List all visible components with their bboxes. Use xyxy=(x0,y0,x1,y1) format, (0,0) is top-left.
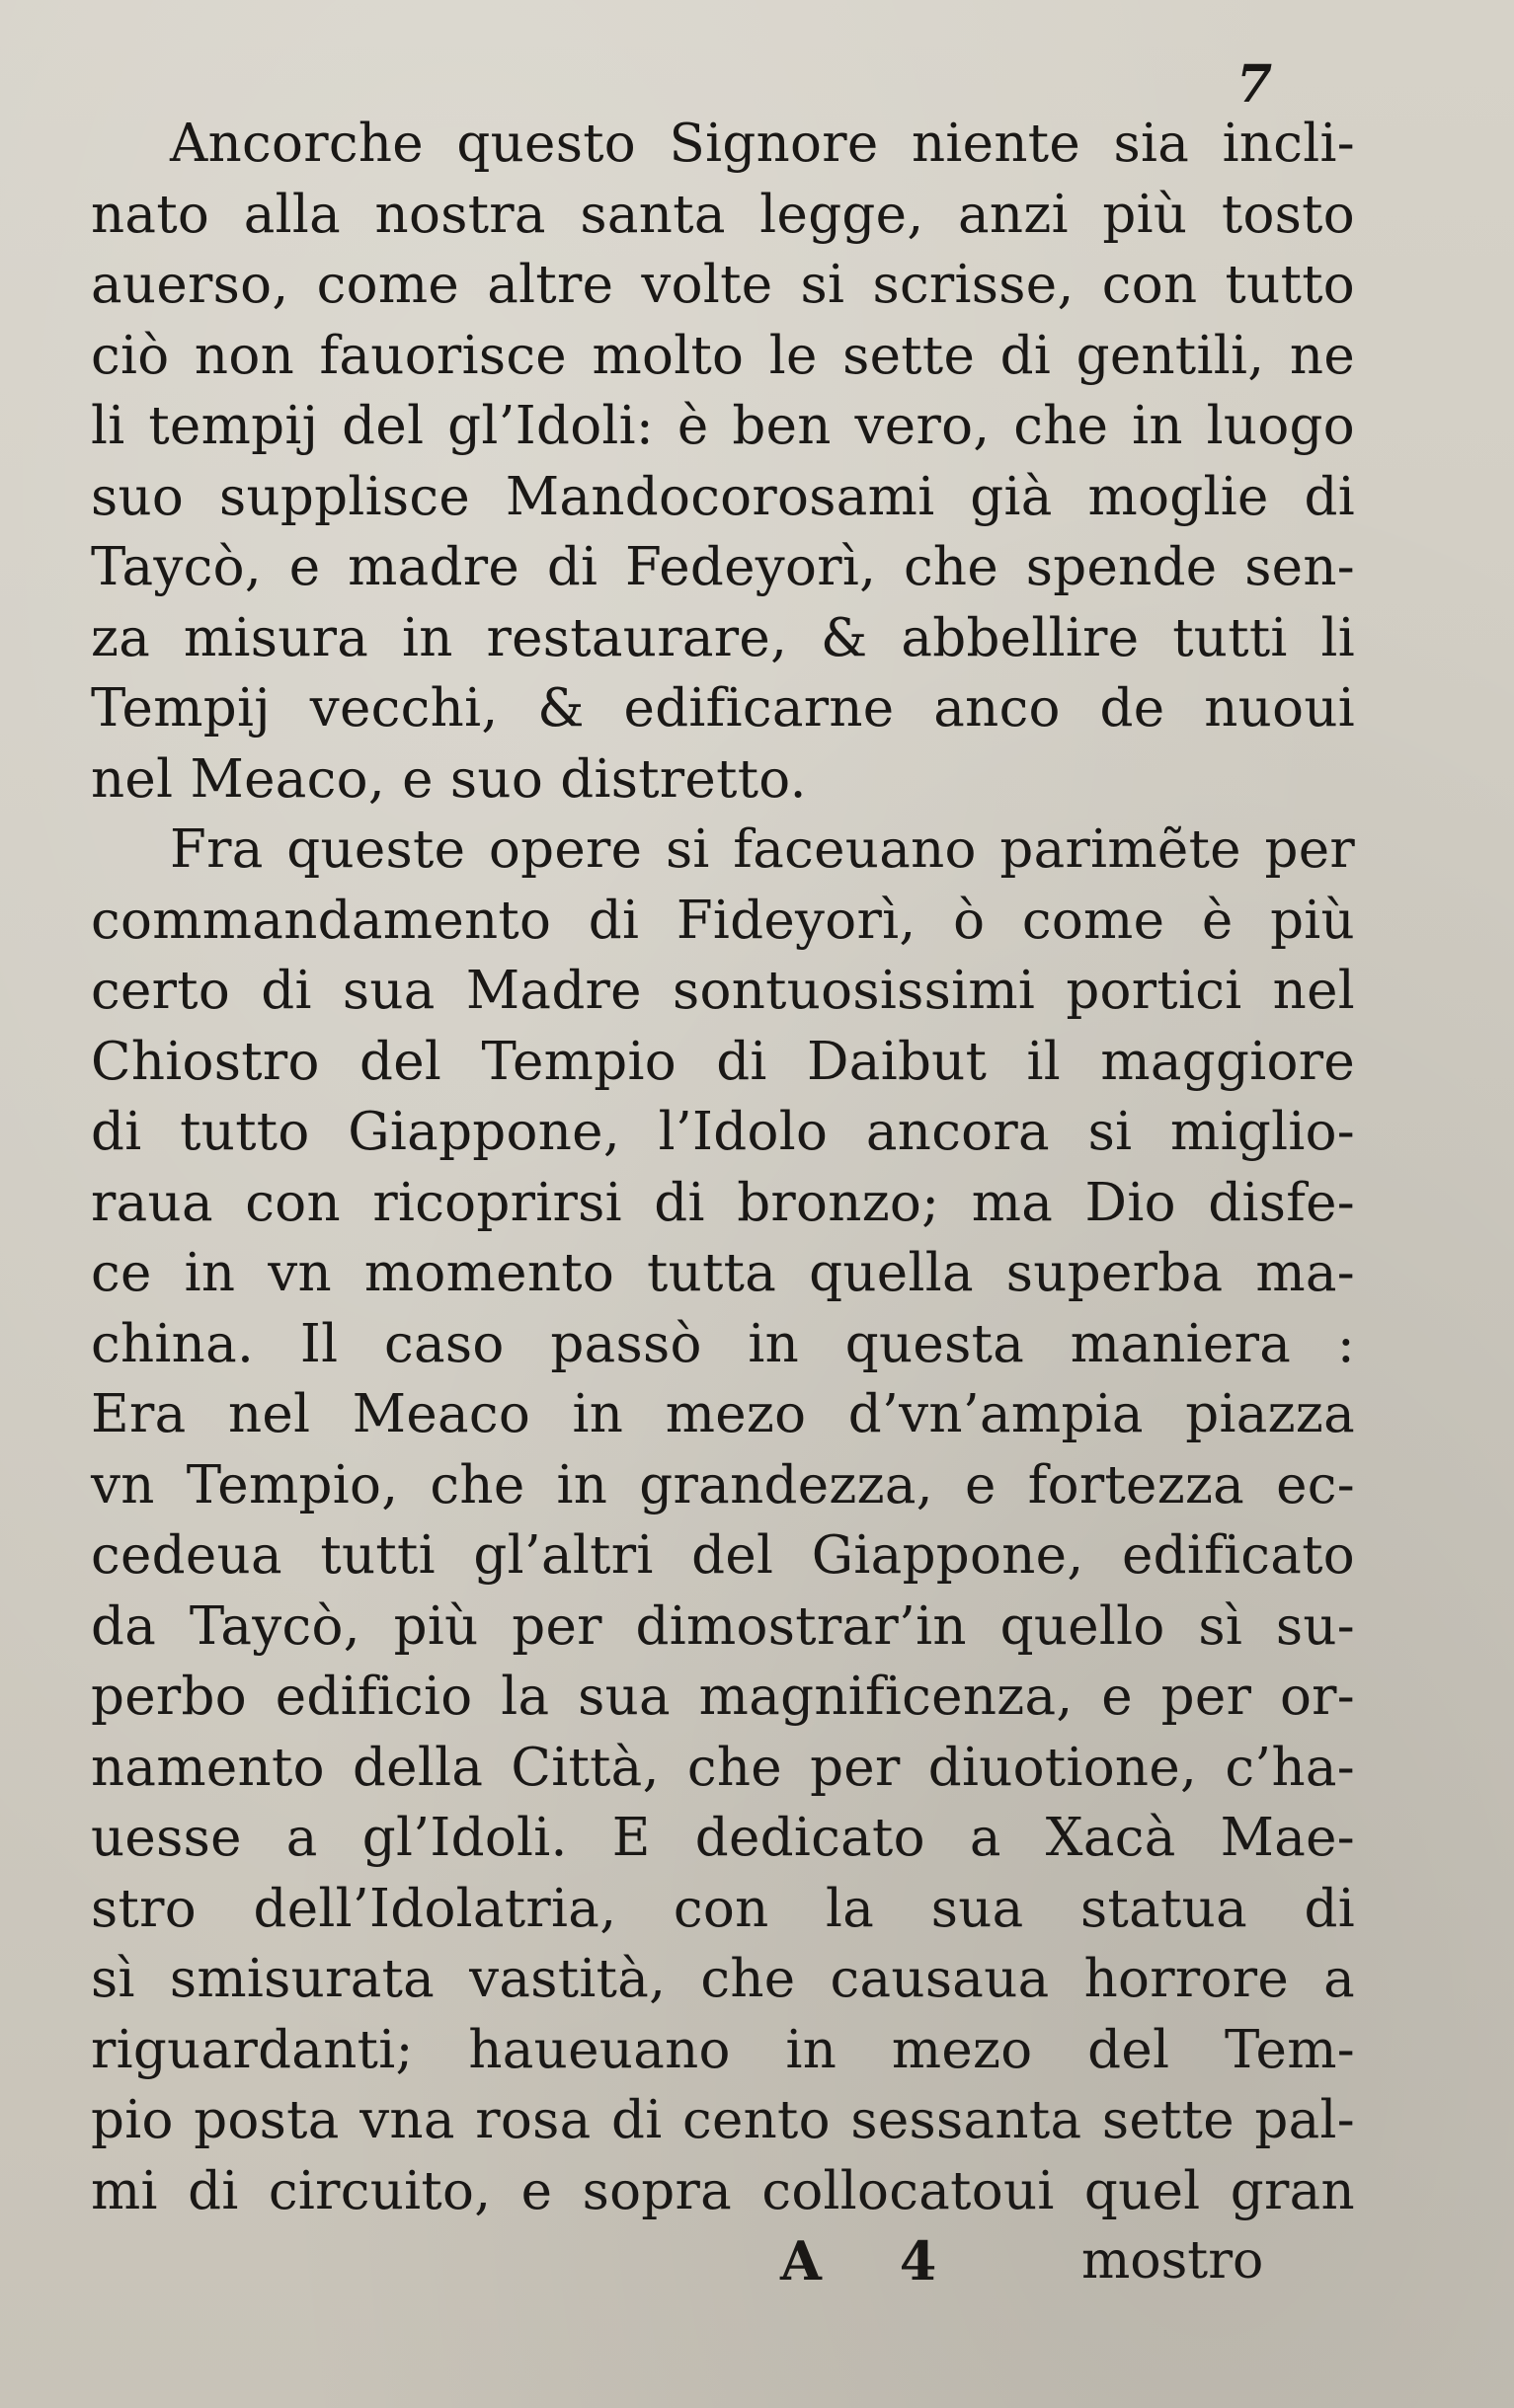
text-line: stro dell’Idolatria, con la sua statua di xyxy=(91,1878,1355,1939)
text-line: cedeua tutti gl’altri del Giappone, edificato xyxy=(91,1525,1355,1586)
text-line: ciò non fauorisce molto le sette di gentili, ne xyxy=(91,325,1355,386)
text-line: li tempij del gl’Idoli: è ben vero, che in luogo xyxy=(91,396,1355,456)
text-line: china. Il caso passò in questa maniera : xyxy=(91,1313,1355,1374)
text-line: Fra queste opere si faceuano parimẽte per xyxy=(170,819,1355,880)
text-line: auerso, come altre volte si scrisse, con tutto xyxy=(91,255,1355,315)
text-line: di tutto Giappone, l’Idolo ancora si miglio- xyxy=(91,1102,1355,1162)
text-line: za misura in restaurare, & abbellire tutti li xyxy=(91,607,1355,668)
text-line: Ancorche questo Signore niente sia incli- xyxy=(170,114,1355,174)
text-line: ce in vn momento tutta quella superba ma- xyxy=(91,1243,1355,1303)
text-line: namento della Città, che per diuotione, c’ha- xyxy=(91,1737,1355,1798)
text-line: uesse a gl’Idoli. E dedicato a Xacà Mae- xyxy=(91,1808,1355,1868)
text-line: riguardanti; haueuano in mezo del Tem- xyxy=(91,2019,1355,2080)
text-line: mi di circuito, e sopra collocatoui quel gran xyxy=(91,2160,1355,2221)
text-line: raua con ricoprirsi di bronzo; ma Dio disfe- xyxy=(91,1172,1355,1233)
text-line: perbo edificio la sua magnificenza, e per or- xyxy=(91,1667,1355,1727)
text-line: Taycò, e madre di Fedeyorì, che spende sen- xyxy=(91,537,1355,597)
text-line: suo supplisce Mandocorosami già moglie di xyxy=(91,466,1355,527)
text-line: da Taycò, più per dimostrar’in quello sì su- xyxy=(91,1595,1355,1657)
body-text xyxy=(91,109,1355,2226)
signature-mark: A 4 xyxy=(780,2229,967,2292)
text-line: pio posta vna rosa di cento sessanta sette pal- xyxy=(91,2090,1355,2150)
text-line: Chiostro del Tempio di Daibut il maggiore xyxy=(91,1031,1355,1092)
text-line: nato alla nostra santa legge, anzi più tosto xyxy=(91,184,1355,245)
text-line: commandamento di Fideyorì, ò come è più xyxy=(91,890,1355,951)
text-line: certo di sua Madre sontuosissimi portici nel xyxy=(91,961,1355,1021)
page-footer xyxy=(0,2221,1514,2300)
catchword: mostro xyxy=(1081,2231,1264,2291)
text-line: nel Meaco, e suo distretto. xyxy=(91,748,807,810)
page-number: 7 xyxy=(1236,54,1273,115)
text-line: Tempij vecchi, & edificarne anco de nuoui xyxy=(91,678,1355,738)
text-line: vn Tempio, che in grandezza, e fortezza ec- xyxy=(91,1454,1355,1515)
text-line: Era nel Meaco in mezo d’vn’ampia piazza xyxy=(91,1384,1355,1444)
text-line: sì smisurata vastità, che causaua horrore a xyxy=(91,1949,1355,2009)
